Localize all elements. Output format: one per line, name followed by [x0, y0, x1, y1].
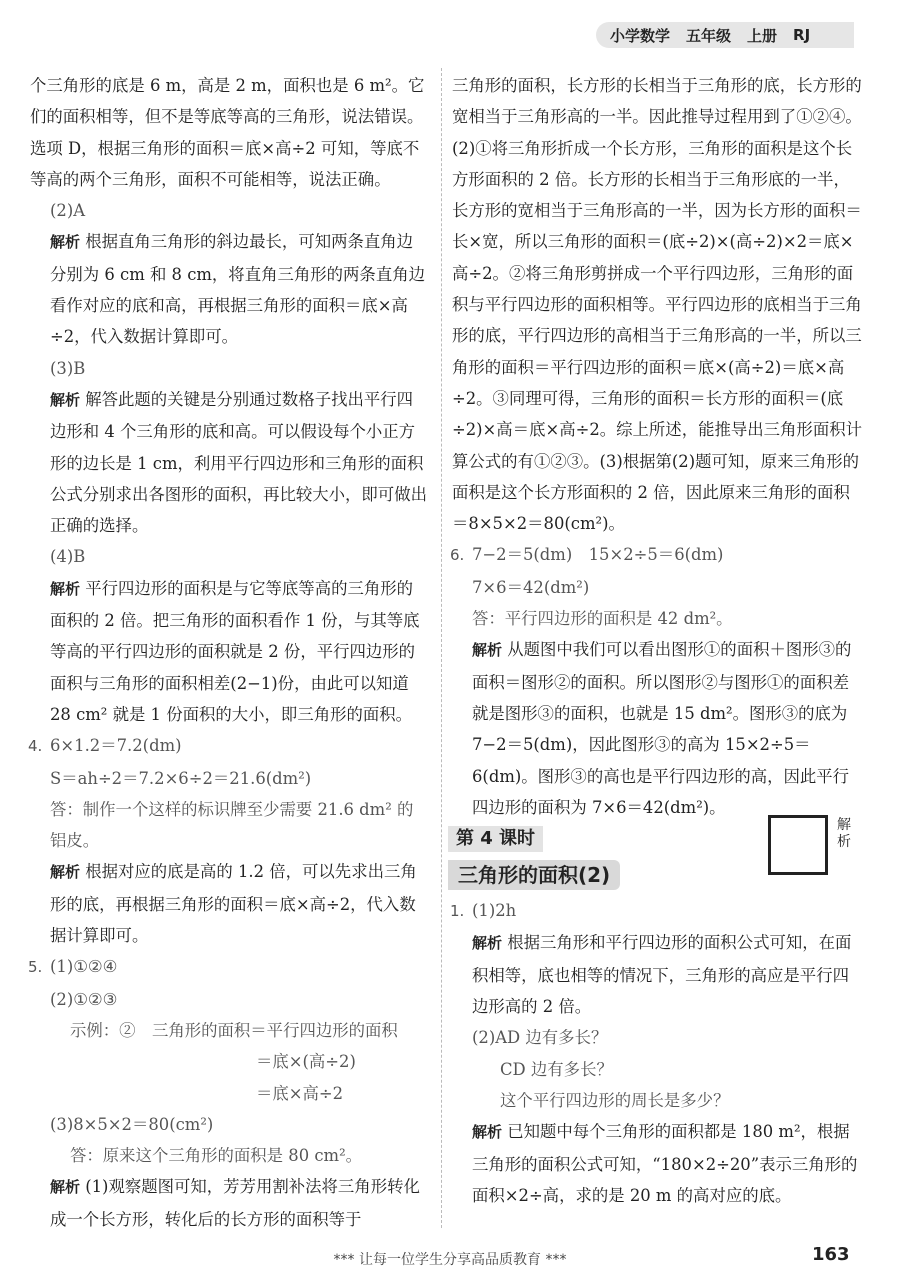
jiexi-4: 平行四边形的面积是与它等底等高的三角形的面积的 2 倍。把三角形的面积看作 1 份，与其等底等高的平行四边形的面积就是 2 份，平行四边形的面积与三角形的面积相差(2−1)份，由此可以知道 28 cm² 就是 1 份面积的大小，即三角形的面积。 [50, 578, 420, 724]
q6-answer: 答：平行四边形的面积是 42 dm²。 [472, 609, 733, 629]
jiexi-tag: 解析 [50, 863, 81, 882]
jiexi-tag: 解析 [50, 1178, 81, 1197]
q4-answer: 答：制作一个这样的标识牌至少需要 21.6 dm² 的铝皮。 [50, 799, 414, 851]
header-edition: RJ [793, 26, 811, 44]
column-divider [441, 68, 442, 1228]
answer-4: (4)B [50, 547, 86, 567]
right-p1: 三角形的面积，长方形的长相当于三角形的底，长方形的宽相当于三角形高的一半。因此推导过程用到了①②④。(2)①将三角形折成一个长方形，三角形的面积是这个长方形面积的 2 倍。长方形的长相当于三角形底的一半，长方形的宽相当于三角形高的一半，因为长方形的面积＝长×宽，所以三角形的面积＝(底÷2)×(高÷2)×2＝底×高÷2。②将三角形剪拼成一个平行四边形，三角形的面积与平行四边形的面积相等。平行四边形的底相当于三角形的底，平行四边形的高相当于三角形高的一半，所以三角形的面积＝平行四边形的面积＝底×(高÷2)＝底×高÷2。③同理可得，三角形的面积＝长方形的面积＝(底÷2)×高＝底×高÷2。综上所述，能推导出三角形面积计算公式的有①②③。(3)根据第(2)题可知，原来三角形的面积是这个长方形面积的 2 倍，因此原来三角形的面积＝8×5×2＝80(cm²)。 [452, 76, 862, 534]
question-6-number: 6. [450, 546, 465, 565]
jiexi-q4: 根据对应的底是高的 1.2 倍，可以先求出三角形的底，再根据三角形的面积＝底×高÷2，代入数据计算即可。 [50, 862, 417, 946]
jiexi-tag: 解析 [472, 641, 503, 660]
jiexi-3: 解答此题的关键是分别通过数格子找出平行四边形和 4 个三角形的底和高。可以假设每个小正方形的边长是 1 cm，利用平行四边形和三角形的面积公式分别求出各图形的面积，再比较大小，即可做出正确的选择。 [50, 389, 427, 536]
jiexi-q5: (1)观察题图可知，芳芳用割补法将三角形转化成一个长方形，转化后的长方形的面积等于 [50, 1177, 420, 1229]
jiexi-tag: 解析 [50, 579, 81, 598]
q4-line2: S＝ah÷2＝7.2×6÷2＝21.6(dm²) [50, 768, 312, 788]
q1-part1: (1)2h [472, 901, 517, 921]
q5-part3: (3)8×5×2＝80(cm²) [50, 1114, 214, 1134]
jiexi-2: 根据直角三角形的斜边最长，可知两条直角边分别为 6 cm 和 8 cm，将直角三角形的两条直角边看作对应的底和高，再根据三角形的面积＝底×高÷2，代入数据计算即可。 [50, 232, 425, 347]
answer-2: (2)A [50, 201, 86, 221]
page-header [596, 22, 854, 48]
qr-code-icon[interactable] [768, 815, 828, 875]
question-1-number: 1. [450, 902, 465, 921]
q6-line1: 7−2＝5(dm) 15×2÷5＝6(dm) [472, 545, 724, 565]
jiexi-tag: 解析 [472, 1123, 503, 1142]
q6-line2: 7×6＝42(dm²) [472, 577, 590, 597]
q1-part2: (2)AD 边有多长？ [472, 1028, 608, 1048]
question-4-number: 4. [28, 737, 43, 756]
answer-3: (3)B [50, 358, 86, 378]
header-grade: 五年级 [686, 26, 732, 45]
header-subject: 小学数学 [610, 26, 671, 45]
jiexi-q1: 根据三角形和平行四边形的面积公式可知，在面积相等，底也相等的情况下，三角形的高应是平行四边形高的 2 倍。 [472, 933, 852, 1017]
lesson-title: 三角形的面积(2) [448, 860, 620, 890]
header-volume: 上册 [747, 26, 778, 45]
q5-example1: 示例：② 三角形的面积＝平行四边形的面积 [70, 1020, 398, 1040]
jiexi-q6: 从题图中我们可以看出图形①的面积＋图形③的面积＝图形②的面积。所以图形②与图形①的面积差就是图形③的面积，也就是 15 dm²。图形③的底为 7−2＝5(dm)，因此图形③的高为 15×2÷5＝6(dm)。图形③的高也是平行四边形的高，因此平行四边形的面积为 7×6＝42(dm²)。 [472, 640, 852, 817]
jiexi-q1b: 已知题中每个三角形的面积都是 180 m²，根据三角形的面积公式可知，“180×2÷20”表示三角形的面积×2÷高，求的是 20 m 的高对应的底。 [472, 1122, 858, 1205]
left-p1: 个三角形的底是 6 m，高是 2 m，面积也是 6 m²。它们的面积相等，但不是等底等高的三角形，说法错误。选项 D，根据三角形的面积＝底×高÷2 可知，等底不等高的两个三角形，面积不可能相等，说法正确。 [30, 76, 425, 189]
footer-slogan: *** 让每一位学生分享高品质教育 *** [333, 1252, 567, 1268]
q5-part1: (1)①②④ [50, 957, 118, 977]
q1-part2c: 这个平行四边形的周长是多少？ [500, 1090, 730, 1110]
q1-part2b: CD 边有多长？ [500, 1059, 613, 1079]
q5-example3: ＝底×高÷2 [256, 1083, 344, 1103]
lesson-heading [448, 817, 862, 889]
left-column [30, 70, 428, 1235]
lesson-number: 第 4 课时 [448, 826, 543, 852]
jiexi-tag: 解析 [50, 233, 81, 252]
right-column [452, 70, 862, 1211]
q5-part2: (2)①②③ [50, 989, 118, 1009]
q4-line1: 6×1.2＝7.2(dm) [50, 736, 182, 756]
jiexi-tag: 解析 [50, 390, 81, 409]
question-5-number: 5. [28, 958, 43, 977]
q5-answer: 答：原来这个三角形的面积是 80 cm²。 [70, 1146, 363, 1166]
page-number: 163 [812, 1244, 850, 1265]
qr-jiexi-label: 解析 [837, 817, 851, 851]
q5-example2: ＝底×(高÷2) [256, 1052, 356, 1072]
jiexi-tag: 解析 [472, 934, 503, 953]
